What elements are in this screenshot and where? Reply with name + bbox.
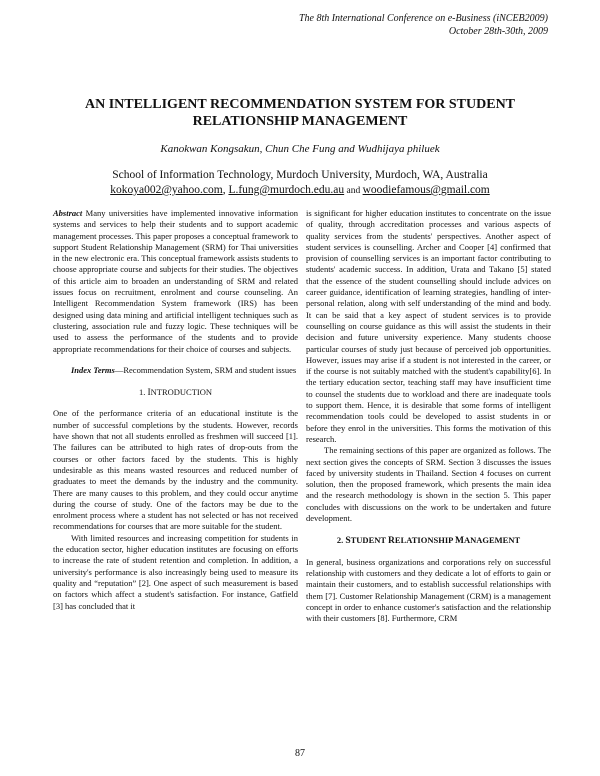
left-column: [53, 208, 298, 612]
affiliation: School of Information Technology, Murdoch University, Murdoch, WA, Australia: [112, 169, 488, 181]
email-link-2[interactable]: L.fung@murdoch.edu.au: [228, 184, 345, 196]
srm-paragraph-1: In general, business organizations and corporations rely on successful relationship with customers and they dedicate a lot of efforts to gain or maintain their customers, and to establish successful relationships with them [7]. Customer Relationship Management (CRM) is a management concept in order to enhance customer's satisfaction and the relationship with their customers [8]. Furthermore, CRM: [306, 556, 551, 624]
index-terms-label: Index Terms: [71, 364, 115, 375]
right-paragraph-2: The remaining sections of this paper are organized as follows. The next section gives the concepts of SRM. Section 3 discusses the issues faced by university students in Thailand. Section 4 focuses on current solution, then the proposed framework, which presents the main idea and the research methodology is shown in the section 5. This paper concludes with discussions on the work to be undertaken and future development.: [306, 445, 551, 524]
email-link-1[interactable]: kokoya002@yahoo.com: [110, 184, 223, 196]
index-terms-text: —Recommendation System, SRM and student issues: [114, 364, 297, 375]
intro-paragraph-2: With limited resources and increasing competition for students in the education sector, higher education institutes are focusing on efforts to increase the rate of student retention and completion. In addition, a university's performance is also increasingly being used to measure its quality and “reputation” [2]. One aspect of such measurement is based on factors which affect a student's satisfaction. For instance, Gatfield [3] has concluded that it: [53, 532, 298, 611]
intro-paragraph-1: One of the performance criteria of an educational institute is the number of successful completions by the students. However, records have shown that not all students enrolled as freshmen will succeed [1]. The failures can be attributed to high rates of drop-outs from the courses or other factors faced by the students. This is highly undesirable as this means wasted resources and reduced number of graduates to meet the demands by the industry and the community. There are many causes to this problem, and they could occur anytime during the course of study. One of the factors may be due to the enrolment process where a student has not selected or has not received recommendations for courses that are more suitable for the student.: [53, 408, 298, 532]
paper-authors: Kanokwan Kongsakun, Chun Che Fung and Wudhijaya philuek: [160, 143, 440, 155]
email-separator: ,: [222, 184, 229, 196]
section-heading-srm: 2. STUDENT RELATIONSHIP MANAGEMENT: [336, 535, 521, 547]
abstract-text: Many universities have implemented innovative information systems and services to help their students and to support academic management processes. This paper proposes a conceptual framework to support Student Relationship Management (SRM) for Thai universities in the new electronic era. This conceptual framework assists students to choose appropriate course and subjects for their studies. The objectives of this article aim to broaden an understanding of SRM and related issues focus on recruitment, enrolment and course counseling. An Intelligent Recommendation System framework (IRS) has been designed using data mining and artificial intelligent techniques such as clustering, association rule and fuzzy logic. These techniques will be used to assess the performance of the students and to provide appropriate recommendations for their choice of courses and subjects.: [53, 208, 298, 354]
right-column: [306, 208, 551, 624]
affiliation-block: [40, 168, 560, 199]
paper-title: AN INTELLIGENT RECOMMENDATION SYSTEM FOR STUDENT RELATIONSHIP MANAGEMENT: [84, 97, 516, 129]
email-and: and: [344, 186, 363, 196]
section-heading-introduction: 1. INTRODUCTION: [138, 387, 213, 399]
conference-name: The 8th International Conference on e-Business (iNCEB2009): [298, 13, 548, 24]
conference-dates: October 28th-30th, 2009: [448, 26, 548, 37]
conference-header: [299, 12, 548, 38]
email-link-3[interactable]: woodiefamous@gmail.com: [362, 184, 490, 196]
right-paragraph-1: is significant for higher education institutes to concentrate on the issue of quality, through accreditation processes and various aspects of quality services from the students' perspectives. Another aspect of student services is counselling. Archer and Cooper [4] confirmed that provision of counselling services is an important factor contributing to students' academic success. In addition, Urata and Takano [5] stated that the essence of the student counselling should include advices on career guidance, identification of learning strategies, handling of inter-personal relation, along with self understanding of the mind and body. It can be said that a key aspect of student services is to provide counselling on course guidance as this will assist the students in their decision and future university experience. Many students choose particular courses of study just because of perceived job opportunities. However, issues may arise if a student is not interested in the career, or if the course is not suitably matched with the student's capability[6]. In the tertiary education sector, teaching staff may have insufficient time to counsel the students due to workload and there are inadequate tools to support them. Hence, it is desirable that some forms of intelligent recommendation tools could be developed to assist students in or before they enrol in the universities. This forms the motivation of this research.: [306, 208, 551, 444]
abstract: [53, 208, 298, 355]
author-emails: [40, 183, 560, 199]
index-terms: [53, 365, 298, 376]
page-number: 87: [295, 748, 305, 759]
abstract-label: Abstract: [53, 208, 83, 218]
